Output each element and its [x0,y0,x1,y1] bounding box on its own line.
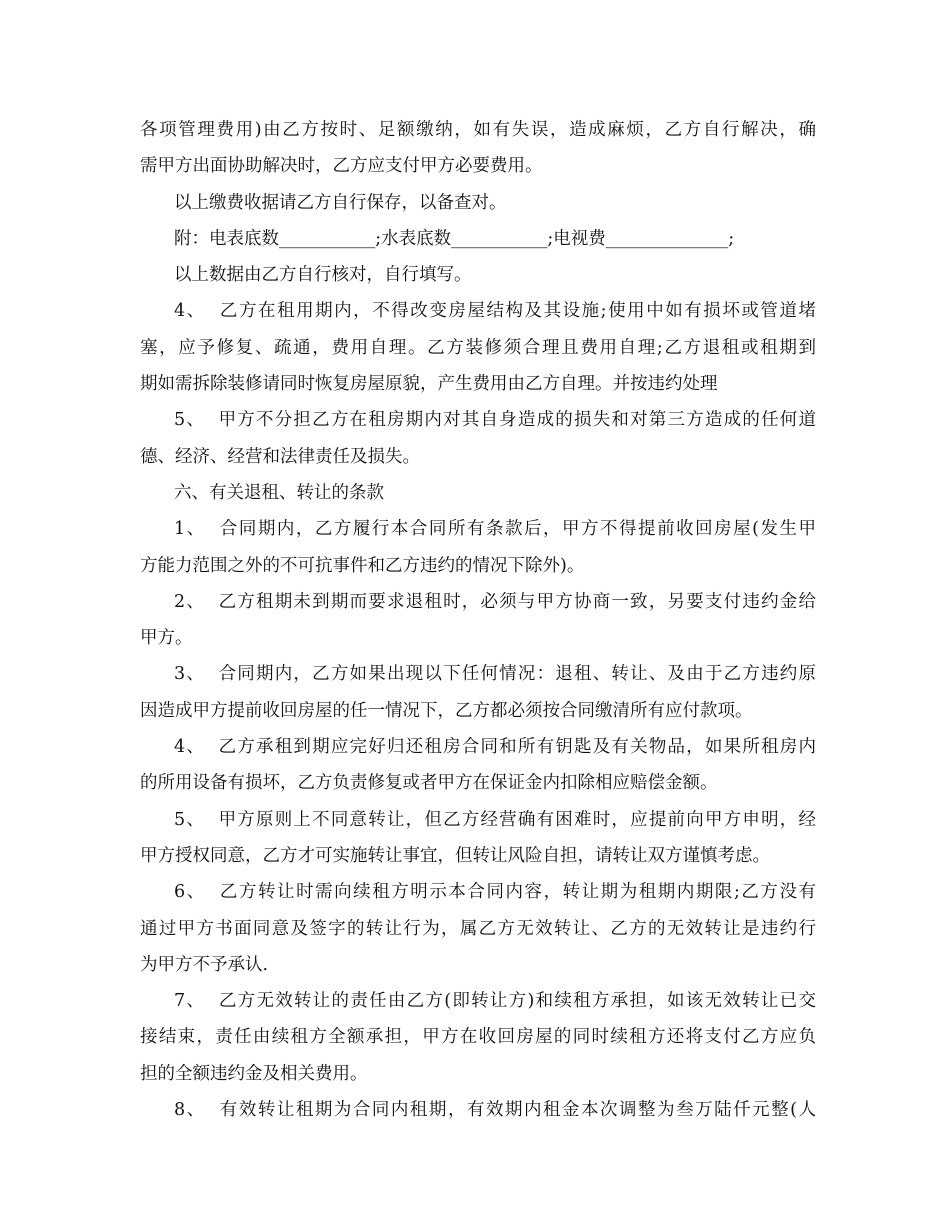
text-line: 期如需拆除装修请同时恢复房屋原貌，产生费用由乙方自理。并按违约处理 [140,374,718,395]
text-line: 7、 乙方无效转让的责任由乙方(即转让方)和续租方承担，如该无效转让已交 [174,991,816,1012]
text-line: 附：电表底数___________;水表底数___________;电视费______________; [174,228,735,249]
text-line: 以上数据由乙方自行核对，自行填写。 [174,265,472,286]
text-line: 因造成甲方提前收回房屋的任一情况下，乙方都必须按合同缴清所有应付款项。 [140,700,753,721]
text-line: 德、经济、经营和法律责任及损失。 [140,446,420,467]
text-line: 以上缴费收据请乙方自行保存，以备查对。 [174,192,507,213]
text-line: 1、 合同期内，乙方履行本合同所有条款后，甲方不得提前收回房屋(发生甲 [174,519,816,540]
text-line: 4、 乙方在租用期内，不得改变房屋结构及其设施;使用中如有损坏或管道堵 [174,301,816,322]
text-line: 担的全额违约金及相关费用。 [140,1063,368,1084]
text-line: 为甲方不予承认. [140,954,269,975]
text-line: 塞，应予修复、疏通，费用自理。乙方装修须合理且费用自理;乙方退租或租期到 [140,337,816,358]
text-line: 方能力范围之外的不可抗事件和乙方违约的情况下除外)。 [140,555,585,576]
text-line: 6、 乙方转让时需向续租方明示本合同内容，转让期为租期内期限;乙方没有 [174,882,816,903]
text-line: 5、 甲方不分担乙方在租房期内对其自身造成的损失和对第三方造成的任何道 [174,410,816,431]
text-line: 4、 乙方承租到期应完好归还租房合同和所有钥匙及有关物品，如果所租房内 [174,737,816,758]
text-line: 需甲方出面协助解决时，乙方应支付甲方必要费用。 [140,156,543,177]
text-line: 六、有关退租、转让的条款 [174,482,384,503]
text-line: 甲方授权同意，乙方才可实施转让事宜，但转让风险自担，请转让双方谨慎考虑。 [140,845,770,866]
text-line: 的所用设备有损坏，乙方负责修复或者甲方在保证金内扣除相应赔偿金额。 [140,773,718,794]
text-line: 各项管理费用)由乙方按时、足额缴纳，如有失误，造成麻烦，乙方自行解决，确 [140,120,816,140]
text-line: 甲方。 [140,628,193,649]
contract-body-text [140,112,816,1128]
text-line: 3、 合同期内，乙方如果出现以下任何情况：退租、转让、及由于乙方违约原 [174,664,816,685]
text-line: 通过甲方书面同意及签字的转让行为，属乙方无效转让、乙方的无效转让是违约行 [140,918,816,939]
text-line: 5、 甲方原则上不同意转让，但乙方经营确有困难时，应提前向甲方申明，经 [174,809,816,830]
text-line: 接结束，责任由续租方全额承担，甲方在收回房屋的同时续租方还将支付乙方应负 [140,1027,816,1048]
text-line: 2、 乙方租期未到期而要求退租时，必须与甲方协商一致，另要支付违约金给 [174,591,816,612]
text-line: 8、 有效转让租期为合同内租期，有效期内租金本次调整为叁万陆仟元整(人 [174,1100,816,1121]
